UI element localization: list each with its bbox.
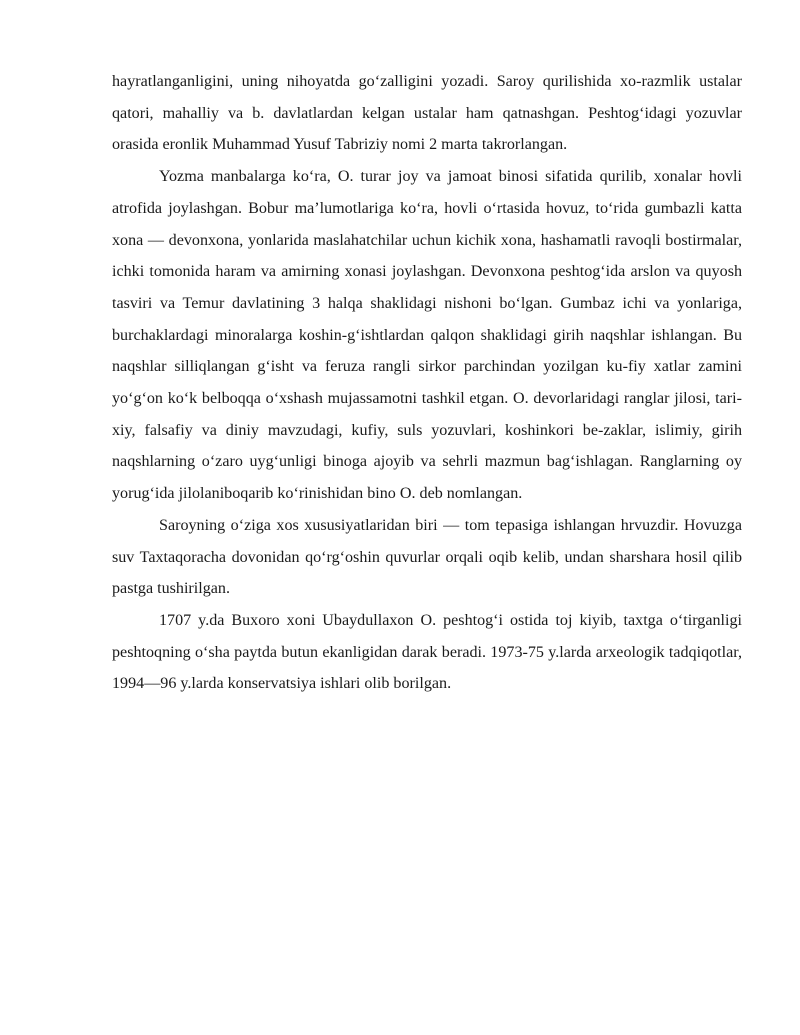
paragraph-written-sources: Yozma manbalarga ko‘ra, O. turar joy va jamoat binosi sifatida qurilib, xonalar hovli atrofida joylashgan. Bobur ma’lumotlariga ko‘ra, hovli o‘rtasida hovuz, to‘rida gumbazli katta xona — devonxona, yonlarida maslahatchilar uchun kichik xona, hashamatli ravoqli bostirmalar, ichki tomonida haram va amirning xonasi joylashgan. Devonxona peshtog‘ida arslon va quyosh tasviri va Temur davlatining 3 halqa shaklidagi nishoni bo‘lgan. Gumbaz ichi va yonlariga, burchaklardagi minoralarga koshin-g‘ishtlardan qalqon shaklidagi girih naqshlar ishlangan. Bu naqshlar silliqlangan g‘isht va feruza rangli sirkor parchindan yozilgan ku-fiy xatlar zamini yo‘g‘on ko‘k belboqqa o‘xshash mujassamotni tashkil etgan. O. devorlaridagi ranglar jilosi, tari-xiy, falsafiy va diniy mavzudagi, kufiy, suls yozuvlari, koshinkori be-zaklar, islimiy, girih naqshlarning o‘zaro uyg‘unligi binoga ajoyib va sehrli mazmun bag‘ishlagan. Ranglarning oy yorug‘ida jilolaniboqarib ko‘rinishidan bino O. deb nomlangan. xyxy=(112,168,742,503)
paragraph-roof-pool: Saroyning o‘ziga xos xususiyatlaridan biri — tom tepasiga ishlangan hrvuzdir. Hovuzga suv Taxtaqoracha dovonidan qo‘rg‘oshin quvurlar orqali oqib kelib, undan sharshara hosil qilib pastga tushirilgan. xyxy=(112,516,742,598)
paragraph-continuation: hayratlanganligini, uning nihoyatda go‘zalligini yozadi. Saroy qurilishida xo-razmlik ustalar qatori, mahalliy va b. davlatlardan kelgan ustalar ham qatnashgan. Peshtog‘idagi yozuvlar orasida eronlik Muhammad Yusuf Tabriziy nomi 2 marta takrorlangan. xyxy=(112,73,742,154)
paragraph-history: 1707 y.da Buxoro xoni Ubaydullaxon O. peshtog‘i ostida toj kiyib, taxtga o‘tirganligi peshtoqning o‘sha paytda butun ekanligidan darak beradi. 1973-75 y.larda arxeologik tadqiqotlar, 1994—96 y.larda konservatsiya ishlari olib borilgan. xyxy=(112,611,742,693)
document-page xyxy=(112,66,742,700)
